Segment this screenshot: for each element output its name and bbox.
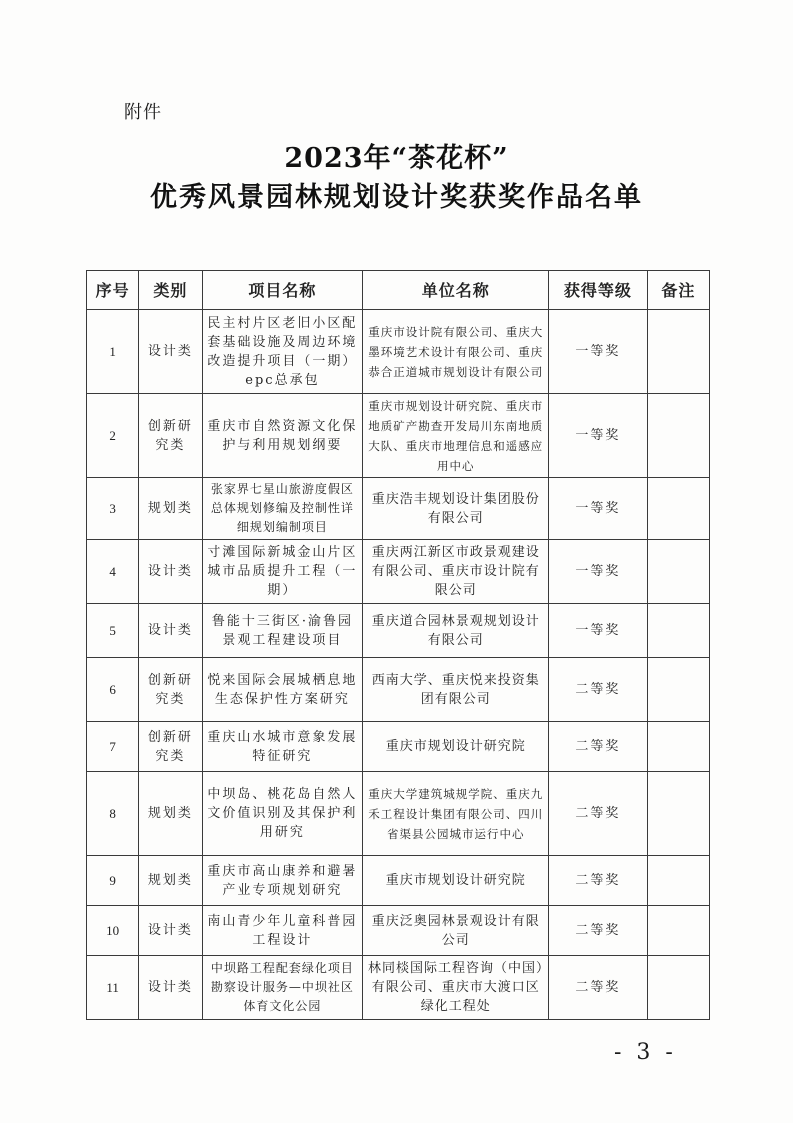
cell-unit: 重庆道合园林景观规划设计有限公司 (363, 604, 549, 658)
header-unit: 单位名称 (363, 271, 549, 310)
header-project: 项目名称 (202, 271, 363, 310)
cell-category: 创新研究类 (139, 722, 202, 772)
table-row (87, 540, 710, 604)
cell-seq: 4 (87, 540, 139, 604)
cell-project: 悦来国际会展城栖息地生态保护性方案研究 (202, 658, 363, 722)
cell-project: 中坝路工程配套绿化项目勘察设计服务—中坝社区体育文化公园 (202, 956, 363, 1020)
table-row (87, 394, 710, 478)
cell-unit: 西南大学、重庆悦来投资集团有限公司 (363, 658, 549, 722)
cell-remark (647, 906, 709, 956)
cell-category: 设计类 (139, 310, 202, 394)
table-row (87, 310, 710, 394)
cell-category: 规划类 (139, 772, 202, 856)
document-title-line2: 优秀风景园林规划设计奖获奖作品名单 (150, 182, 643, 213)
cell-remark (647, 856, 709, 906)
cell-project: 民主村片区老旧小区配套基础设施及周边环境改造提升项目（一期）epc总承包 (202, 310, 363, 394)
cell-unit: 重庆大学建筑城规学院、重庆九禾工程设计集团有限公司、四川省渠县公园城市运行中心 (363, 772, 549, 856)
cell-category: 规划类 (139, 478, 202, 540)
cell-unit: 重庆市规划设计研究院、重庆市地质矿产勘查开发局川东南地质大队、重庆市地理信息和遥感应用中心 (363, 394, 549, 478)
cell-grade: 一等奖 (549, 540, 647, 604)
cell-remark (647, 722, 709, 772)
cell-remark (647, 604, 709, 658)
cell-grade: 二等奖 (549, 906, 647, 956)
cell-seq: 1 (87, 310, 139, 394)
cell-grade: 二等奖 (549, 658, 647, 722)
cell-seq: 2 (87, 394, 139, 478)
cell-grade: 二等奖 (549, 772, 647, 856)
table-row (87, 906, 710, 956)
cell-unit: 重庆市规划设计研究院 (363, 722, 549, 772)
table-row (87, 772, 710, 856)
cell-grade: 二等奖 (549, 722, 647, 772)
cell-project: 南山青少年儿童科普园工程设计 (202, 906, 363, 956)
cell-category: 规划类 (139, 856, 202, 906)
cell-grade: 一等奖 (549, 394, 647, 478)
cell-unit: 重庆市设计院有限公司、重庆大墨环境艺术设计有限公司、重庆恭合正道城市规划设计有限公司 (363, 310, 549, 394)
cell-remark (647, 772, 709, 856)
cell-remark (647, 394, 709, 478)
cell-remark (647, 658, 709, 722)
cell-category: 设计类 (139, 956, 202, 1020)
award-list-table (86, 270, 710, 1020)
table-row (87, 604, 710, 658)
header-grade: 获得等级 (549, 271, 647, 310)
cell-project: 张家界七星山旅游度假区总体规划修编及控制性详细规划编制项目 (202, 478, 363, 540)
page-number: - 3 - (614, 1040, 677, 1065)
table-row (87, 856, 710, 906)
cell-category: 设计类 (139, 604, 202, 658)
cell-remark (647, 310, 709, 394)
cell-project: 重庆市高山康养和避暑产业专项规划研究 (202, 856, 363, 906)
cell-grade: 二等奖 (549, 856, 647, 906)
cell-grade: 一等奖 (549, 310, 647, 394)
cell-category: 设计类 (139, 540, 202, 604)
cell-project: 鲁能十三街区·渝鲁园景观工程建设项目 (202, 604, 363, 658)
table-header-row (87, 271, 710, 310)
cell-remark (647, 478, 709, 540)
cell-seq: 7 (87, 722, 139, 772)
cell-grade: 一等奖 (549, 478, 647, 540)
header-category: 类别 (139, 271, 202, 310)
cell-grade: 一等奖 (549, 604, 647, 658)
cell-unit: 重庆泛奥园林景观设计有限公司 (363, 906, 549, 956)
cell-unit: 重庆市规划设计研究院 (363, 856, 549, 906)
cell-category: 设计类 (139, 906, 202, 956)
table-row (87, 658, 710, 722)
cell-seq: 9 (87, 856, 139, 906)
cell-project: 重庆山水城市意象发展特征研究 (202, 722, 363, 772)
cell-seq: 10 (87, 906, 139, 956)
attachment-label: 附件 (124, 102, 162, 123)
table-row (87, 478, 710, 540)
cell-seq: 11 (87, 956, 139, 1020)
cell-remark (647, 540, 709, 604)
cell-category: 创新研究类 (139, 394, 202, 478)
cell-project: 中坝岛、桃花岛自然人文价值识别及其保护利用研究 (202, 772, 363, 856)
cell-unit: 重庆浩丰规划设计集团股份有限公司 (363, 478, 549, 540)
table-row (87, 956, 710, 1020)
cell-grade: 二等奖 (549, 956, 647, 1020)
cell-unit: 林同棪国际工程咨询（中国）有限公司、重庆市大渡口区绿化工程处 (363, 956, 549, 1020)
cell-seq: 6 (87, 658, 139, 722)
cell-project: 寸滩国际新城金山片区城市品质提升工程（一期） (202, 540, 363, 604)
cell-seq: 3 (87, 478, 139, 540)
header-remark: 备注 (647, 271, 709, 310)
cell-category: 创新研究类 (139, 658, 202, 722)
cell-remark (647, 956, 709, 1020)
cell-seq: 8 (87, 772, 139, 856)
header-seq: 序号 (87, 271, 139, 310)
cell-project: 重庆市自然资源文化保护与利用规划纲要 (202, 394, 363, 478)
cell-seq: 5 (87, 604, 139, 658)
table-row (87, 722, 710, 772)
cell-unit: 重庆两江新区市政景观建设有限公司、重庆市设计院有限公司 (363, 540, 549, 604)
document-title-line1: 2023年“茶花杯” (284, 143, 509, 174)
